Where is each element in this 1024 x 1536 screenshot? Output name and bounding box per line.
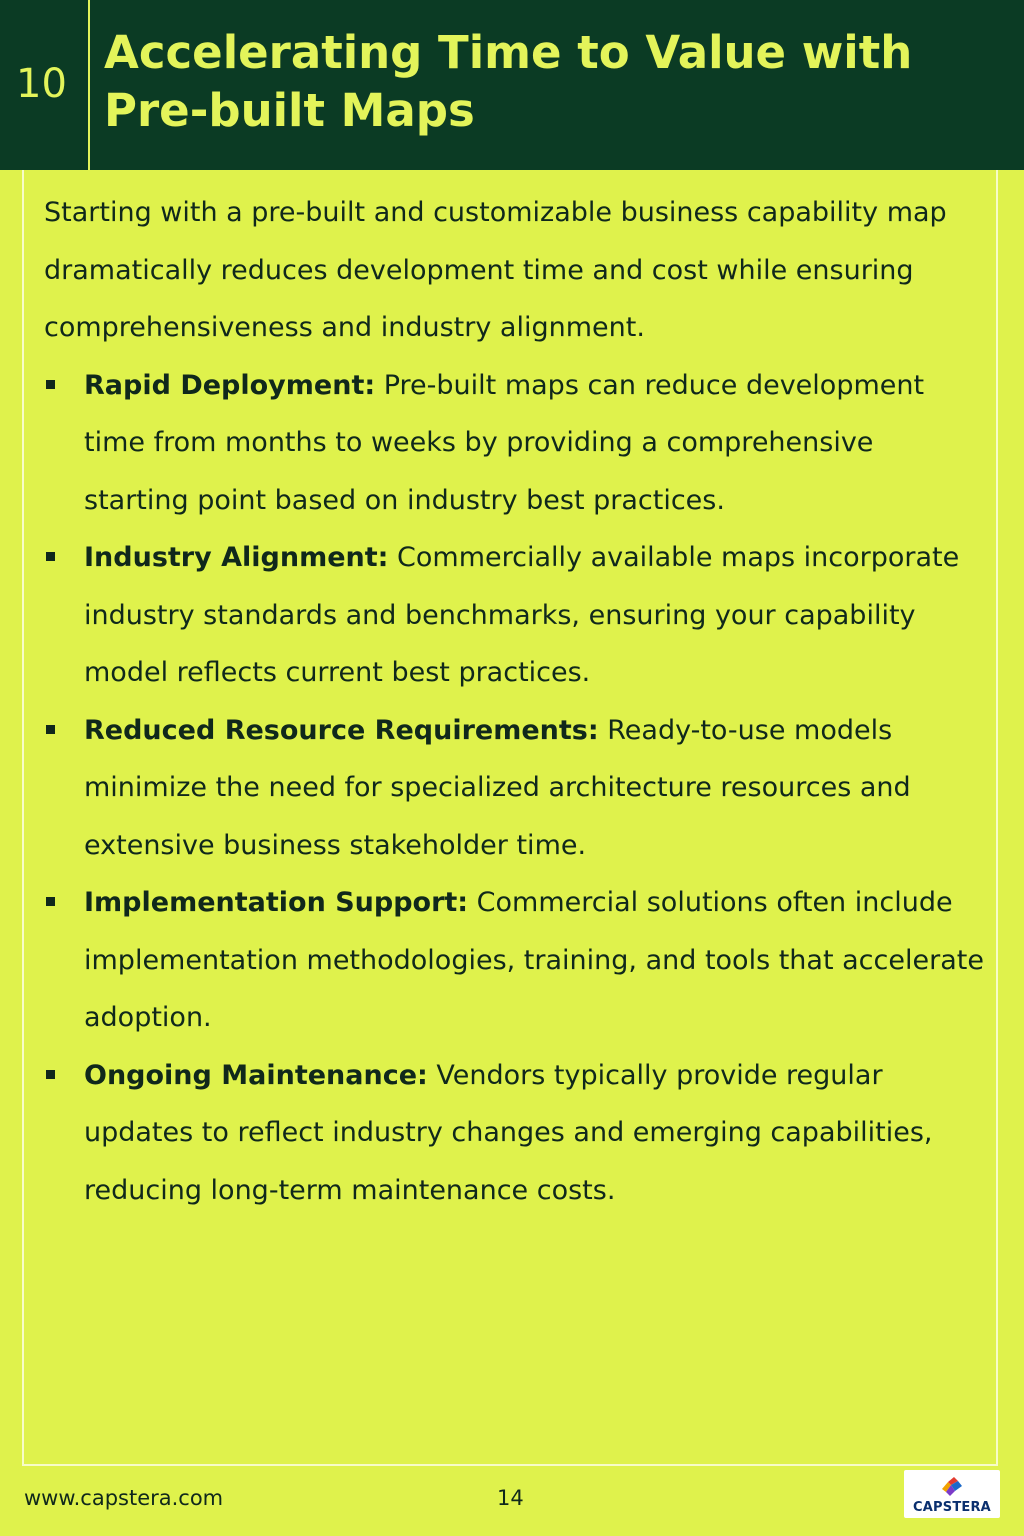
bullet-description: Vendors typically provide regular updates to reflect industry changes and emerging capabilities, reducing long-term maintenance costs. [84,1059,933,1206]
bullet-description: Commercial solutions often include implementation methodologies, training, and tools that accelerate adoption. [84,887,984,1033]
list-item-industry-alignment [44,529,984,702]
list-item-rapid-deployment [44,357,984,530]
square-bullet-icon [46,1070,55,1079]
bullet-term: Reduced Resource Requirements: [84,714,599,746]
bullet-description: Commercially available maps incorporate industry standards and benchmarks, ensuring your capability model reflects current best practices. [84,542,960,688]
page-header [0,0,1024,170]
list-item-reduced-resource-requirements [44,702,984,875]
list-item-implementation-support [44,874,984,1047]
square-bullet-icon [46,897,55,906]
square-bullet-icon [46,552,55,561]
bullet-term: Industry Alignment: [84,542,389,573]
website-url: www.capstera.com [24,1486,224,1510]
bullet-description: Ready-to-use models minimize the need for specialized architecture resources and extensive business stakeholder time. [84,714,911,861]
page-number: 14 [497,1486,524,1510]
intro-paragraph: Starting with a pre-built and customizable business capability map dramatically reduces development time and cost while ensuring comprehensiveness and industry alignment. [44,197,947,343]
list-item-ongoing-maintenance [44,1047,984,1220]
square-bullet-icon [46,725,55,734]
benefits-list [44,357,984,1220]
page-title: Accelerating Time to Value with Pre-built Maps [104,26,913,137]
section-number: 10 [16,61,67,107]
capstera-logo [904,1470,1000,1518]
capstera-logo-icon [938,1474,966,1498]
bullet-description: Pre-built maps can reduce development time from months to weeks by providing a comprehensive starting point based on industry best practices. [84,369,925,516]
header-divider [88,0,90,170]
bullet-term: Implementation Support: [84,887,469,918]
document-content [44,184,984,1219]
logo-text: CAPSTERA [913,1500,991,1515]
bullet-term: Ongoing Maintenance: [84,1059,428,1091]
bullet-term: Rapid Deployment: [84,369,376,401]
square-bullet-icon [46,380,55,389]
